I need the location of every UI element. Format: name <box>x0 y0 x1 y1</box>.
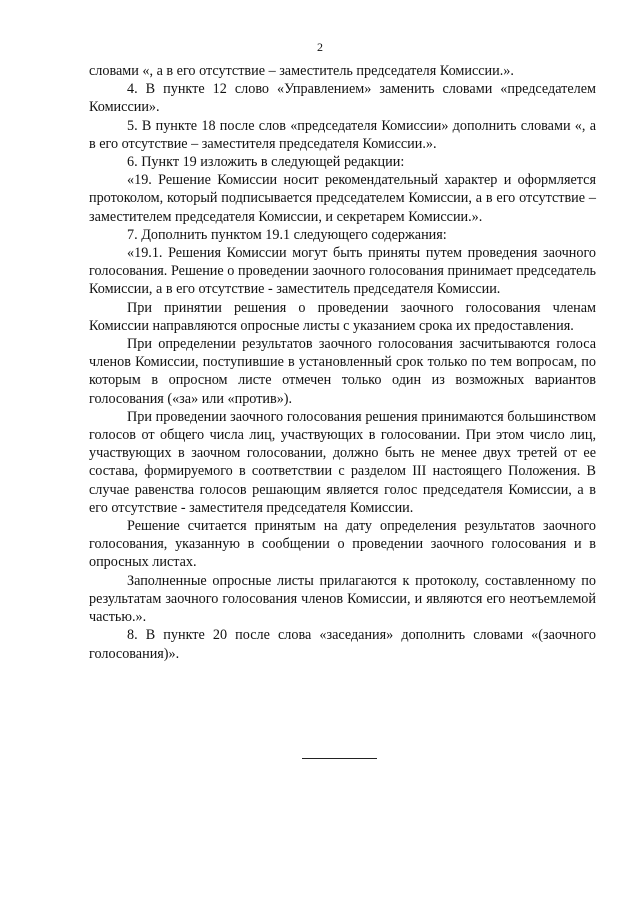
paragraph: Решение считается принятым на дату определения результатов заочного голосования, указанную в сообщении о проведении заочного голосования и в опросных листах. <box>89 518 596 571</box>
end-separator-line <box>302 758 377 759</box>
paragraph: 5. В пункте 18 после слов «председателя Комиссии» дополнить словами «, а в его отсутствие – заместителя председателя Комиссии.». <box>89 117 596 152</box>
paragraph: Заполненные опросные листы прилагаются к протоколу, составленному по результатам заочного голосования членов Комиссии, и являются его неотъемлемой частью.». <box>89 572 596 626</box>
paragraph: 6. Пункт 19 изложить в следующей редакции: <box>127 154 405 171</box>
paragraph: 8. В пункте 20 после слова «заседания» дополнить словами «(заочного голосования)». <box>89 627 596 662</box>
paragraph: «19.1. Решения Комиссии могут быть приняты путем проведения заочного голосования. Решение о проведении заочного голосования принимает председатель Комиссии, а в его отсутствие - заместитель председателя Комиссии. <box>89 245 596 298</box>
document-body <box>89 62 596 663</box>
paragraph: 4. В пункте 12 слово «Управлением» заменить словами «председателем Комиссии». <box>89 81 596 116</box>
paragraph: При проведении заочного голосования решения принимаются большинством голосов от общего числа лиц, участвующих в голосовании. При этом число лиц, участвующих в заочном голосовании, должно быть не менее двух третей от ее состава, формируемого в соответствии с разделом III настоящего Положения. В случае равенства голосов решающим является голос председателя Комиссии, а в его отсутствие - заместителя председателя Комиссии. <box>89 408 596 516</box>
paragraph: «19. Решение Комиссии носит рекомендательный характер и оформляется протоколом, который подписывается председателем Комиссии, а в его отсутствие – заместителем председателя Комиссии, и секретарем Комиссии.». <box>89 172 596 225</box>
paragraph: 7. Дополнить пунктом 19.1 следующего содержания: <box>127 226 447 243</box>
paragraph: При определении результатов заочного голосования засчитываются голоса членов Комиссии, поступившие в установленный срок только по тем вопросам, по которым в опросном листе отмечен только один из возможных вариантов голосования («за» или «против»). <box>89 336 596 407</box>
page-number: 2 <box>317 40 323 54</box>
paragraph: словами «, а в его отсутствие – заместитель председателя Комиссии.». <box>89 63 514 79</box>
paragraph: При принятии решения о проведении заочного голосования членам Комиссии направляются опросные листы с указанием срока их предоставления. <box>89 299 596 334</box>
